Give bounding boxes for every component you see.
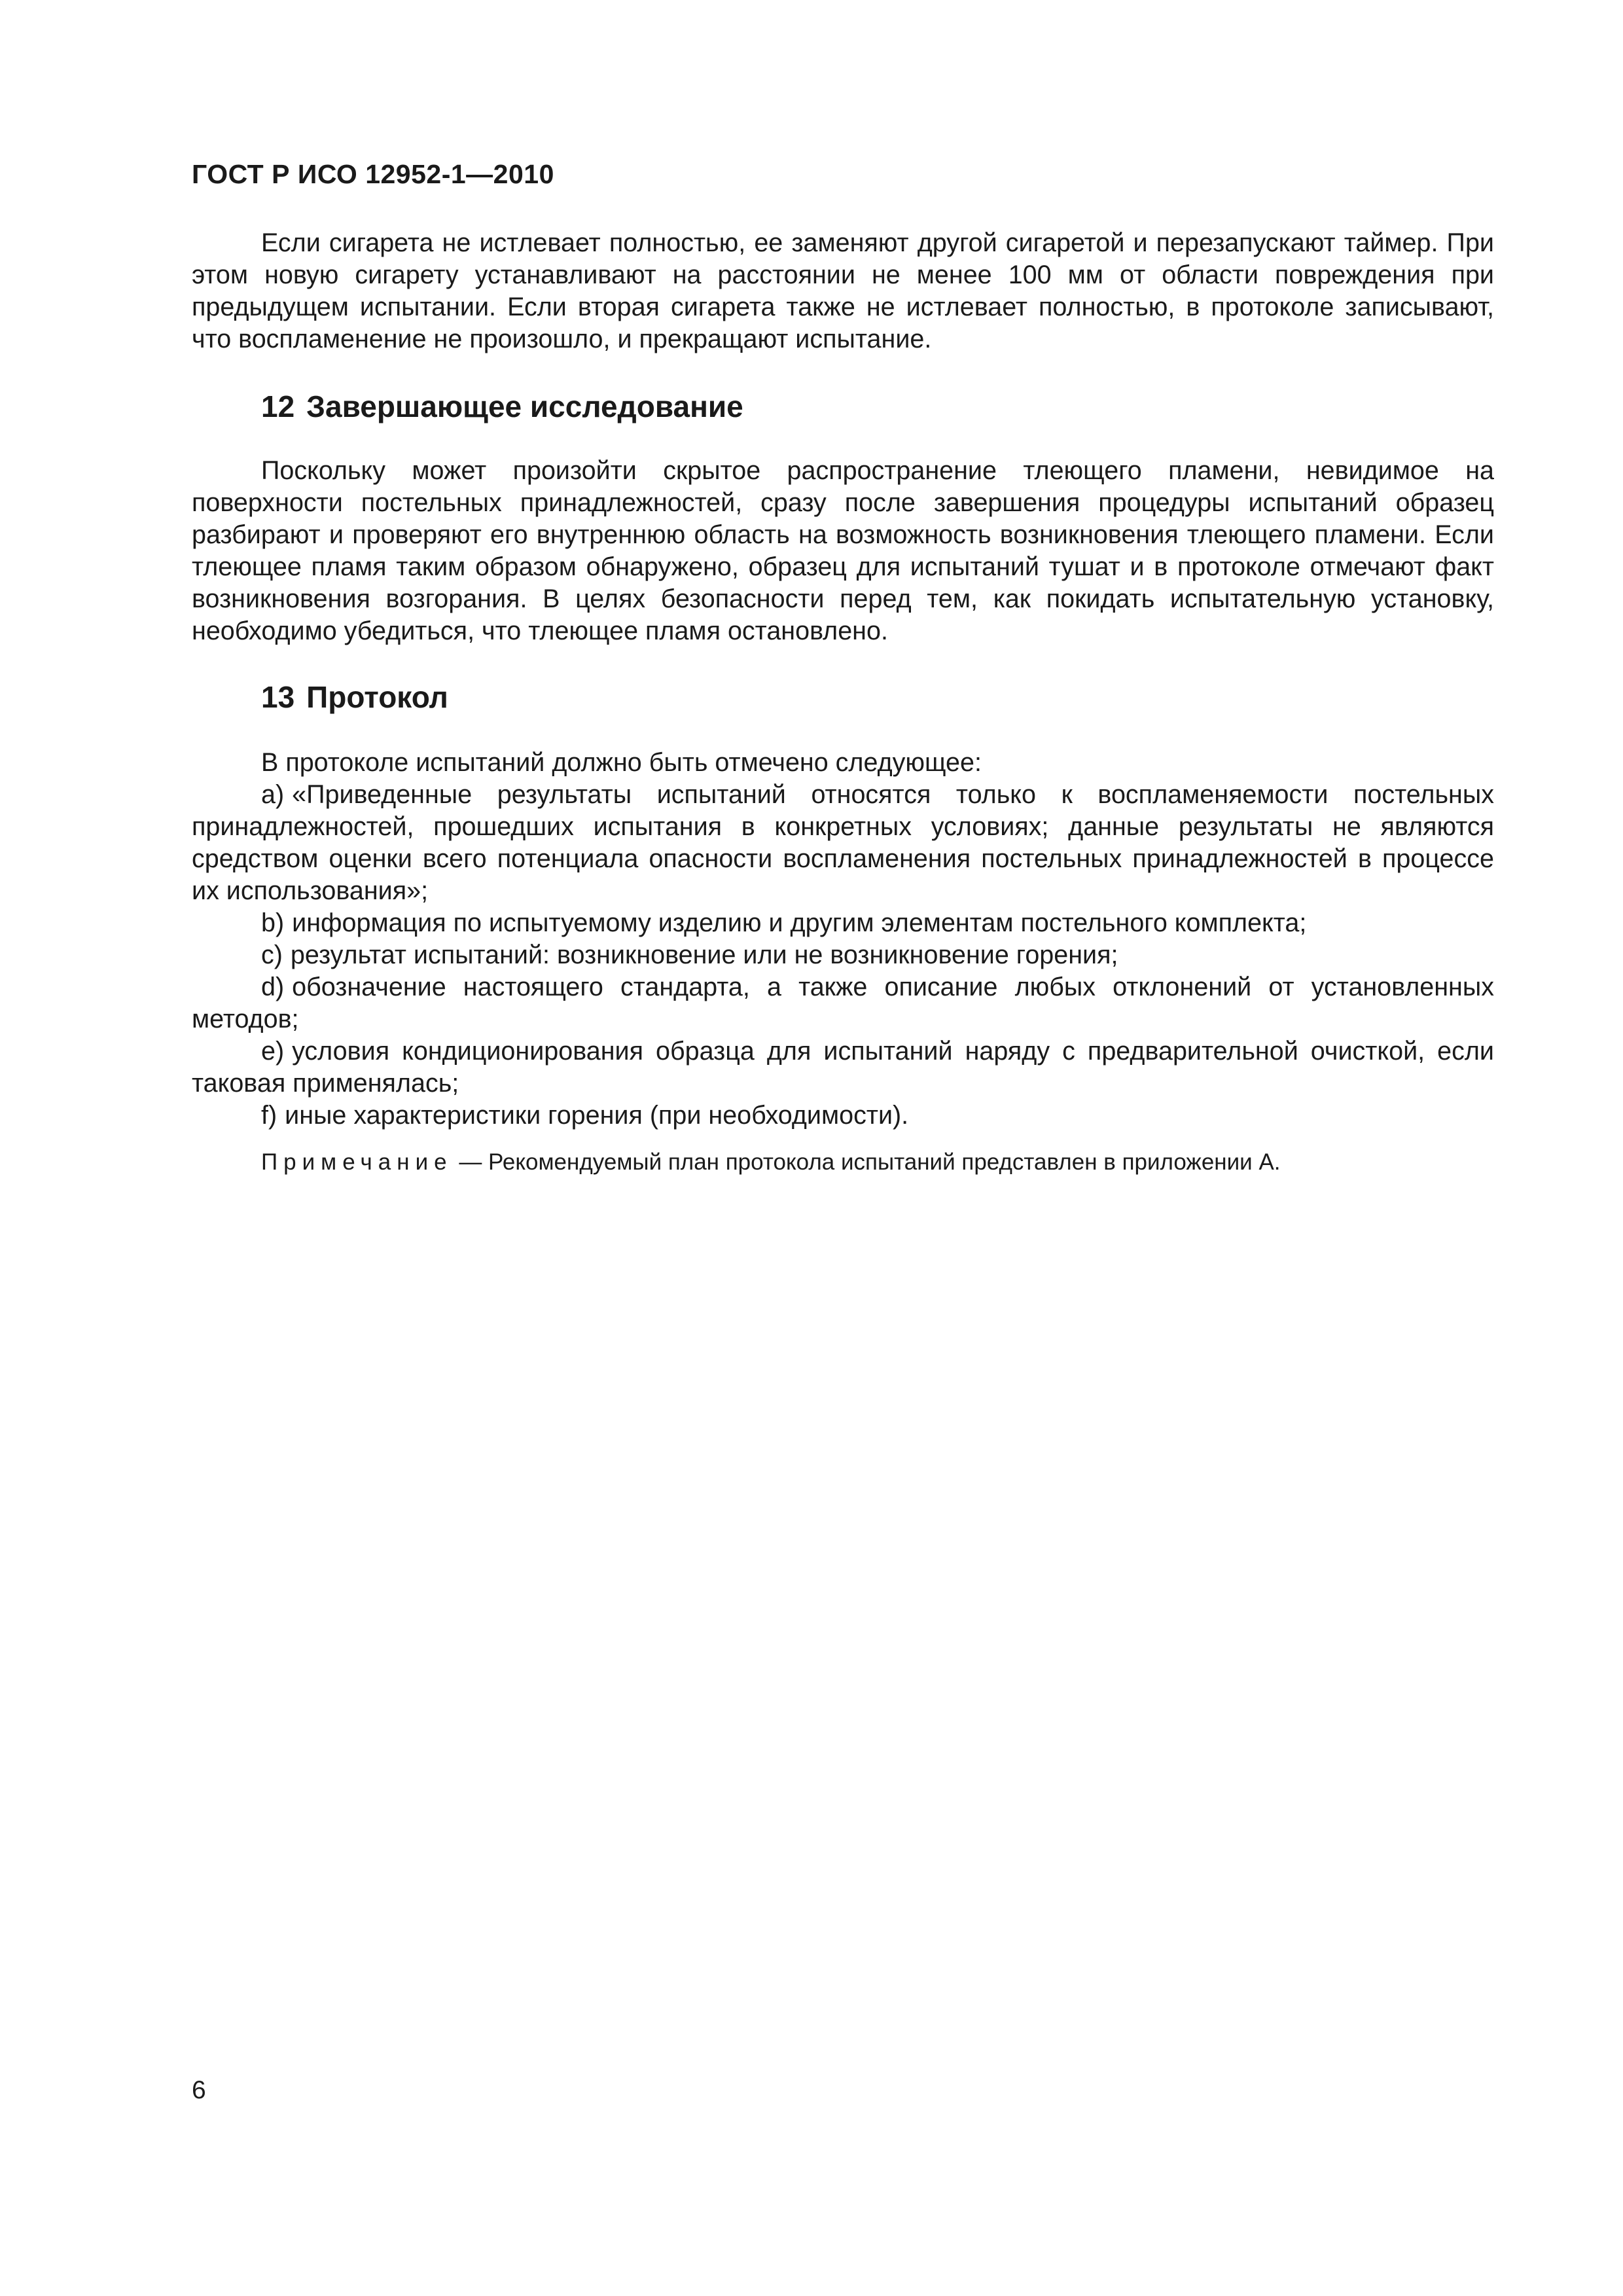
list-item-marker: c) <box>261 941 283 969</box>
section-13-title: Протокол <box>306 680 448 714</box>
note-text: — Рекомендуемый план протокола испытаний представлен в приложении А. <box>459 1149 1281 1175</box>
list-item-text: «Приведенные результаты испытаний относятся только к воспламеняемости постельных принадлежностей, прошедших испытания в конкретных условиях; данные результаты не являются средством оценки всего потенциала опасности воспламенения постельных принадлежностей в процессе их использования»; <box>192 780 1494 905</box>
section-13-heading <box>192 679 1494 715</box>
list-item-marker: b) <box>261 908 285 937</box>
section-12-paragraph: Поскольку может произойти скрытое распространение тлеющего пламени, невидимое на поверхности постельных принадлежностей, сразу после завершения процедуры испытаний образец разбирают и проверяют его внутреннюю область на возможность возникновения тлеющего пламени. Если тлеющее пламя таким образом обнаружено, образец для испытаний тушат и в протоколе отмечают факт возникновения возгорания. В целях безопасности перед тем, как покидать испытательную установку, необходимо убедиться, что тлеющее пламя остановлено. <box>192 456 1494 645</box>
standard-code-header: ГОСТ Р ИСО 12952-1—2010 <box>192 159 554 189</box>
page-number: 6 <box>192 2076 206 2104</box>
list-item-text: результат испытаний: возникновение или не возникновение горения; <box>290 941 1118 969</box>
section-12-heading <box>192 388 1494 425</box>
list-item-text: информация по испытуемому изделию и другим элементам постельного комплекта; <box>292 908 1307 937</box>
list-item <box>192 1100 1494 1132</box>
section-13-lead: В протоколе испытаний должно быть отмечено следующее: <box>261 748 982 777</box>
list-item-text: иные характеристики горения (при необходимости). <box>285 1101 909 1130</box>
list-item-marker: d) <box>261 973 285 1001</box>
list-item-text: обозначение настоящего стандарта, а также описание любых отклонений от установленных методов; <box>192 973 1494 1033</box>
protocol-items-list <box>192 779 1494 1132</box>
list-item-marker: e) <box>261 1037 285 1066</box>
list-item-marker: a) <box>261 780 285 809</box>
section-12-number: 12 <box>261 389 295 423</box>
note-label: Примечание <box>261 1149 453 1175</box>
section-13-number: 13 <box>261 680 295 714</box>
list-item <box>192 1035 1494 1100</box>
list-item-text: условия кондиционирования образца для испытаний наряду с предварительной очисткой, если таковая применялась; <box>192 1037 1494 1098</box>
list-item <box>192 907 1494 939</box>
list-item <box>192 971 1494 1035</box>
page-content <box>192 227 1494 1177</box>
list-item <box>192 779 1494 907</box>
list-item-marker: f) <box>261 1101 277 1130</box>
section-12-title: Завершающее исследование <box>306 389 743 423</box>
intro-paragraph: Если сигарета не истлевает полностью, ее заменяют другой сигаретой и перезапускают таймер. При этом новую сигарету устанавливают на расстоянии не менее 100 мм от области повреждения при предыдущем испытании. Если вторая сигарета также не истлевает полностью, в протоколе записывают, что воспламенение не произошло, и прекращают испытание. <box>192 228 1494 353</box>
list-item <box>192 939 1494 971</box>
note <box>192 1147 1494 1177</box>
